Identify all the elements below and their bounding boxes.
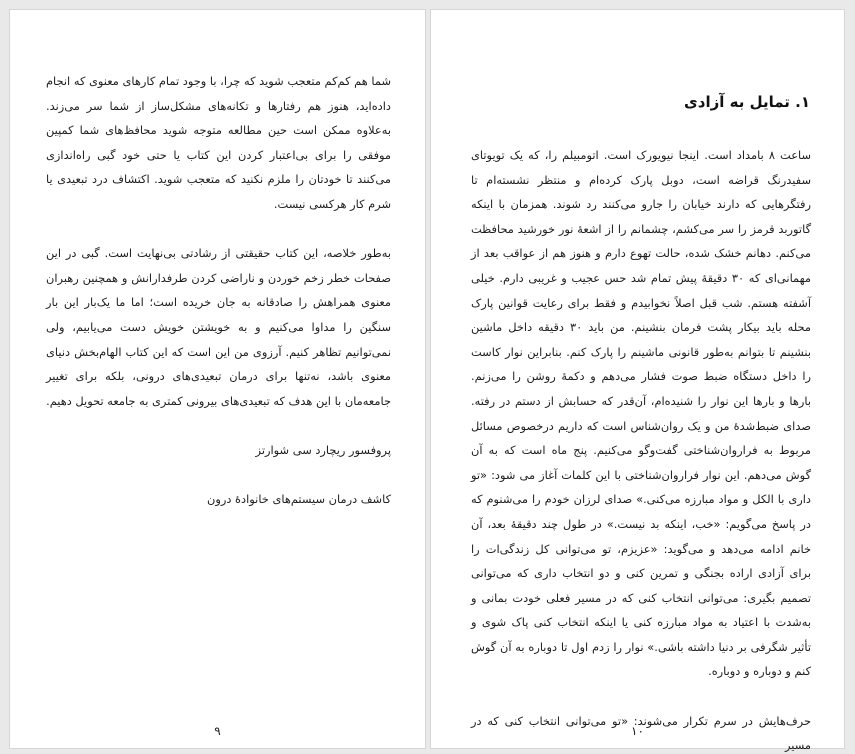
right-paragraph-1: ساعت ۸ بامداد است. اینجا نیویورک است. اتومبیلم را، که یک تویوتای سفیدرنگ قراضه است، دوبل پارک کرده‌ام و منتظر نشسته‌ام تا رفتگرهایی که دارند خیابان را جارو می‌کنند رد شوند. همزمان با اینکه گاتوربد قرمز را سر می‌کشم، چشمانم را از اشعهٔ نور خورشید محافظت می‌کنم. دهانم خشک شده، حالت تهوع دارم و هنوز هم از عواقب بعد از مهمانی‌ای که ۳۰ دقیقهٔ پیش تمام شد حس عجیب و غریبی دارم. خیلی آشفته هستم. شب قبل اصلاً نخوابیدم و فقط برای رعایت قوانین پارک محله باید بیکار پشت فرمان بنشینم. من باید ۳۰ دقیقه داخل ماشین بنشینم تا بتوانم به‌طور قانونی ماشینم را پارک کنم. بنابراین نوار کاست را داخل دستگاه ضبط صوت فشار می‌دهم و دکمهٔ روشن را می‌زنم. بارها و بارها این نوار را شنیده‌ام، آن‌قدر که حسابش از دستم در رفته. صدای ضبط‌شدهٔ من و یک روان‌شناس است که داریم درخصوص مسائل مربوط به فراروان‌شناختی گفت‌وگو می‌کنیم. پنج ماه است که به آن گوش می‌دهم. این نوار فراروان‌شناختی با این کلمات آغاز می شود: «تو داری با الکل و مواد مبارزه می‌کنی.» صدای لرزان خودم را می‌شنوم که در پاسخ می‌گویم: «خب، اینکه بد نیست.» در طول چند دقیقهٔ بعد، آن خانم ادامه می‌دهد و می‌گوید: «عزیزم، تو می‌توانی کل زندگی‌ات را برای آزادی اراده بجنگی و تمرین کنی و دو انتخاب داری که می‌توانی تصمیم بگیری: می‌توانی انتخاب کنی که در مسیر فعلی خودت بمانی و به‌شدت با اعتیاد به مواد مبارزه کنی یا اینکه انتخاب کنی پاک شوی و تأثیر شگرفی بر دنیا داشته باشی.» نوار را زدم اول تا دوباره به آن گوش کنم و دوباره و دوباره.: [471, 148, 812, 679]
left-paragraph-1: شما هم کم‌کم متعجب شوید که چرا، با وجود تمام کارهای معنوی که انجام داده‌اید، هنوز هم رفتارها و تکانه‌های مشکل‌ساز از شما سر می‌زند. به‌علاوه ممکن است حین مطالعه متوجه شوید محافظ‌های شما کمپین موفقی را برای بی‌اعتبار کردن این کتاب یا حتی خود گبی راه‌اندازی می‌کنند تا خودتان را ملزم نکنید که متعجب شوید. اکتشاف درد تبعیدی یا شرم کار هرکسی نیست.: [46, 74, 391, 211]
right-page-body: [471, 143, 811, 754]
left-page-number: ۹: [214, 724, 221, 738]
right-page-number: ۱۰: [631, 724, 644, 738]
left-paragraph-2: به‌طور خلاصه، این کتاب حقیقتی از رشادتی بی‌نهایت است. گبی در این صفحات خطر زخم خوردن و ناراضی کردن طرفدارانش و همچنین رهبران معنوی همراهش را صادقانه به جان خریده است؛ اما ما یک‌بار این بار سنگین را مداوا می‌کنیم و به خویشتن خویش دست می‌یابیم، ولی نمی‌توانیم تظاهر کنیم. آرزوی من این است که این کتاب الهام‌بخش دنیای معنوی باشد، نه‌تنها برای درمان تبعیدی‌های درونی، بلکه برای تغییر جامعه‌مان با این هدف که تبعیدی‌های بیرونی کمتری به جامعه تحویل دهیم.: [46, 246, 391, 408]
author-name: پروفسور ریچارد سی شوارتز: [255, 442, 391, 457]
author-description: کاشف درمان سیستم‌های خانوادهٔ درون: [207, 492, 391, 507]
chapter-title: ۱. تمایل به آزادی: [684, 93, 810, 111]
right-page: [430, 9, 845, 753]
left-page: [9, 9, 426, 749]
left-page-body: [46, 69, 391, 512]
right-paragraph-2: حرف‌هایش در سرم تکرار می‌شوند: «تو می‌توانی انتخاب کنی که در مسیر: [471, 713, 811, 753]
